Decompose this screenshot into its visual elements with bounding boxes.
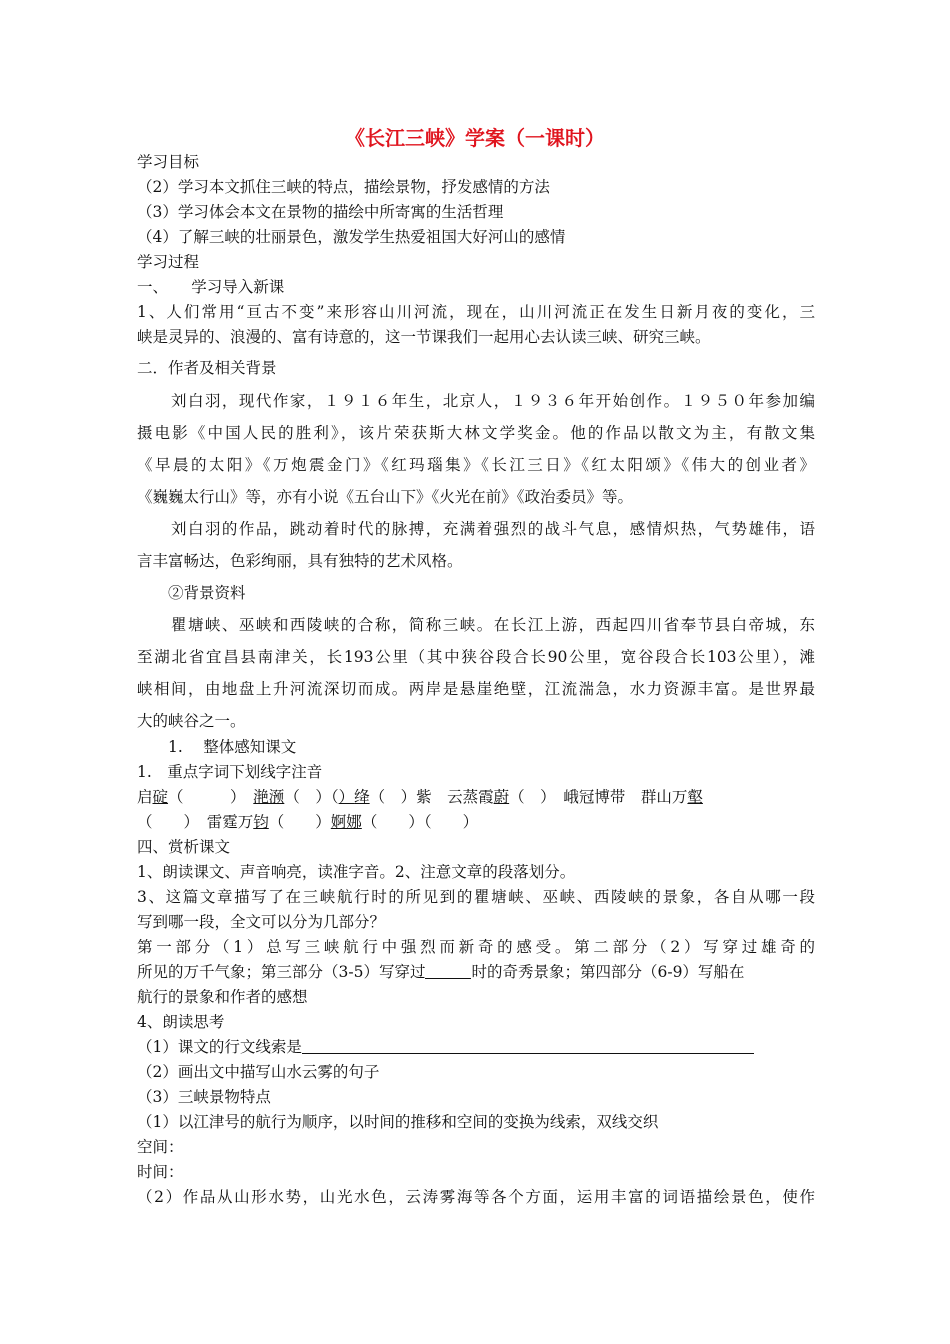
subheading-overview: 1. 整体感知课文 xyxy=(137,738,297,756)
paragraph-line: 《早晨的太阳》《万炮震金门》《红玛瑙集》《长江三日》《红太阳颂》《伟大的创业者》 xyxy=(137,456,815,474)
goal-item: （2）学习本文抓住三峡的特点，描绘景物，抒发感情的方法 xyxy=(137,178,550,196)
paragraph-line: 《巍巍太行山》等，亦有小说《五台山下》《火光在前》《政治委员》等。 xyxy=(137,488,634,506)
underlined-char: 蔚 xyxy=(493,788,510,806)
question-item: （1）课文的行文线索是 xyxy=(137,1036,815,1058)
underlined-char: 碇 xyxy=(152,788,169,806)
paragraph-line: 3、这篇文章描写了在三峡航行时的所见到的瞿塘峡、巫峡、西陵峡的景象，各自从哪一段 xyxy=(137,888,815,906)
vocab-row: （ ） 雷霆万钧（ ）婀娜（ ）（ ） xyxy=(137,813,479,831)
paragraph-line: 所见的万千气象；第三部分（3-5）写穿过 时的奇秀景象；第四部分（6-9）写船在 xyxy=(137,963,745,981)
paragraph-line: 1、人们常用“亘古不变”来形容山川河流，现在，山川河流正在发生日新月夜的变化，三 xyxy=(137,303,815,321)
subheading-vocab: 1. 重点字词下划线字注音 xyxy=(137,763,323,781)
goal-item: （4）了解三峡的壮丽景色，激发学生热爱祖国大好河山的感情 xyxy=(137,228,566,246)
question-item: （2）画出文中描写山水云雾的句子 xyxy=(137,1063,380,1081)
underlined-char: 壑 xyxy=(687,788,703,806)
section-heading-goals: 学习目标 xyxy=(137,153,200,171)
fill-blank xyxy=(302,1037,754,1054)
paragraph-line: 峡是灵异的、浪漫的、富有诗意的，这一节课我们一起用心去认读三峡、研究三峡。 xyxy=(137,328,711,346)
goal-item: （3）学习体会本文在景物的描绘中所寄寓的生活哲理 xyxy=(137,203,504,221)
document-title: 《长江三峡》学案（一课时） xyxy=(345,126,605,150)
subheading-author: 二．作者及相关背景 xyxy=(137,359,277,377)
underlined-char: 钧 xyxy=(253,813,269,831)
subheading-background: ②背景资料 xyxy=(137,584,246,602)
paragraph-line: （2）作品从山形水势，山光水色，云涛雾海等各个方面，运用丰富的词语描绘景色，使作 xyxy=(137,1188,815,1206)
paragraph-line: 言丰富畅达，色彩绚丽，具有独特的艺术风格。 xyxy=(137,552,463,570)
underlined-char: 婀娜 xyxy=(330,813,362,831)
paragraph-line: 时间： xyxy=(137,1163,184,1181)
paragraph-line: 瞿塘峡、巫峡和西陵峡的合称，简称三峡。在长江上游，西起四川省奉节县白帝城，东 xyxy=(137,616,815,634)
paragraph-line: （1）以江津号的航行为顺序，以时间的推移和空间的变换为线索，双线交织 xyxy=(137,1113,659,1131)
paragraph-line: 摄电影《中国人民的胜利》，该片荣获斯大林文学奖金。他的作品以散文为主，有散文集 xyxy=(137,424,815,442)
section-heading-process: 学习过程 xyxy=(137,253,200,271)
subheading-reading: 4、朗读思考 xyxy=(137,1013,225,1031)
question-item: （3）三峡景物特点 xyxy=(137,1088,271,1106)
fill-blank xyxy=(425,962,471,979)
paragraph-line: 1、朗读课文、声音响亮，读准字音。2、注意文章的段落划分。 xyxy=(137,863,576,881)
paragraph-line: 刘白羽的作品，跳动着时代的脉搏，充满着强烈的战斗气息，感情炽热，气势雄伟，语 xyxy=(137,520,815,538)
paragraph-line: 刘白羽，现代作家，１９１６年生，北京人，１９３６年开始创作。１９５０年参加编 xyxy=(137,392,815,410)
paragraph-line: 至湖北省宜昌县南津关，长193公里（其中狭谷段合长90公里，宽谷段合长103公里），滩 xyxy=(137,648,815,666)
section-heading-analysis: 四、赏析课文 xyxy=(137,838,231,856)
subheading-intro: 一、 学习导入新课 xyxy=(137,278,285,296)
paragraph-line: 第一部分（1）总写三峡航行中强烈而新奇的感受。第二部分（2）写穿过雄奇的 xyxy=(137,938,815,956)
paragraph-line: 大的峡谷之一。 xyxy=(137,712,246,730)
paragraph-line: 写到哪一段，全文可以分为几部分？ xyxy=(137,913,386,931)
paragraph-line: 空间： xyxy=(137,1138,184,1156)
underlined-char: 滟滪 xyxy=(253,788,285,806)
paragraph-line: 航行的景象和作者的感想 xyxy=(137,988,308,1006)
vocab-row: 启碇（ ） 滟滪（ ）（）绛（ ）紫 云蒸霞蔚（ ） 峨冠博带 群山万壑 xyxy=(137,788,703,806)
underlined-char: 绛 xyxy=(354,788,370,806)
paragraph-line: 峡相间，由地盘上升河流深切而成。两岸是悬崖绝壁，江流湍急，水力资源丰富。是世界最 xyxy=(137,680,815,698)
